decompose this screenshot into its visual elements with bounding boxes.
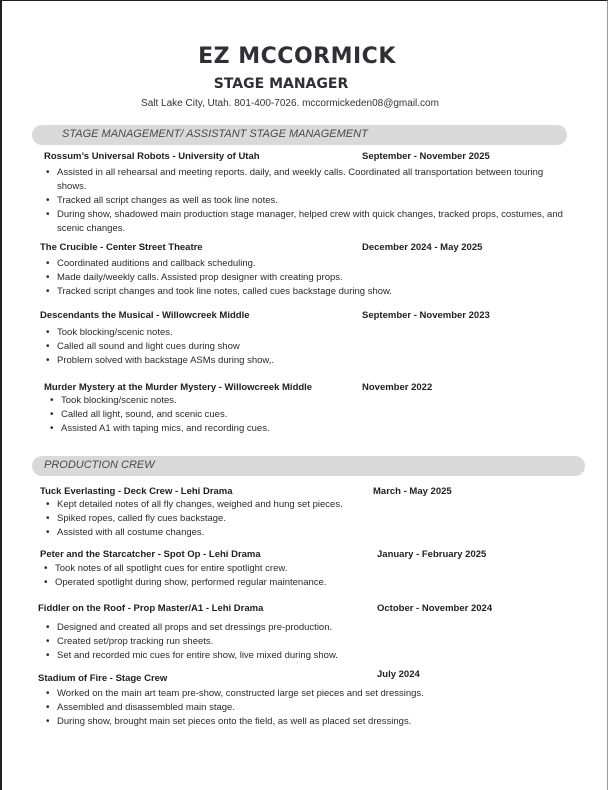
entry-dates: January - February 2025 bbox=[377, 549, 487, 560]
list-item: • Tracked all script changes as well as took line notes. bbox=[44, 194, 564, 208]
section-heading-label: STAGE MANAGEMENT/ ASSISTANT STAGE MANAGEMENT bbox=[62, 128, 368, 140]
entry-dates: December 2024 - May 2025 bbox=[362, 242, 483, 253]
job-title: STAGE MANAGER bbox=[213, 76, 349, 92]
entry-dates: September - November 2025 bbox=[362, 151, 490, 162]
list-item: • Designed and created all props and set dressings pre-production. bbox=[44, 621, 564, 635]
entry-bullets bbox=[42, 562, 562, 590]
entry-title: Descendants the Musical - Willowcreek Middle bbox=[40, 310, 250, 321]
list-item: • During show, brought main set pieces onto the field, as well as placed set dressings. bbox=[44, 715, 584, 729]
list-item: • Assisted with all costume changes. bbox=[44, 526, 564, 540]
entry-title: The Crucible - Center Street Theatre bbox=[40, 242, 203, 253]
section-heading-production-crew bbox=[32, 456, 585, 476]
entry-bullets bbox=[44, 257, 564, 299]
entry-title: Tuck Everlasting - Deck Crew - Lehi Drama bbox=[40, 486, 233, 497]
candidate-name: EZ MCCORMICK bbox=[198, 44, 396, 69]
list-item: • Called all light, sound, and scenic cues. bbox=[48, 408, 568, 422]
entry-dates: July 2024 bbox=[377, 669, 420, 680]
entry-bullets bbox=[44, 166, 564, 236]
list-item: • Set and recorded mic cues for entire show, live mixed during show. bbox=[44, 649, 564, 663]
entry-title: Fiddler on the Roof - Prop Master/A1 - Lehi Drama bbox=[38, 603, 264, 614]
section-heading-label: PRODUCTION CREW bbox=[44, 459, 155, 471]
list-item: • Made daily/weekly calls. Assisted prop designer with creating props. bbox=[44, 271, 564, 285]
section-heading-stage-management bbox=[32, 125, 567, 145]
entry-title: Peter and the Starcatcher - Spot Op - Lehi Drama bbox=[40, 549, 261, 560]
entry-dates: September - November 2023 bbox=[362, 310, 490, 321]
list-item: • Took blocking/scenic notes. bbox=[48, 394, 568, 408]
list-item: • Took notes of all spotlight cues for entire spotlight crew. bbox=[42, 562, 562, 576]
list-item: • Assembled and disassembled main stage. bbox=[44, 701, 584, 715]
contact-line: Salt Lake City, Utah. 801-400-7026. mccormickeden08@gmail.com bbox=[141, 98, 439, 109]
list-item: • Problem solved with backstage ASMs during show,. bbox=[44, 354, 564, 368]
entry-title: Rossum’s Universal Robots - University of Utah bbox=[44, 151, 260, 162]
entry-title: Stadium of Fire - Stage Crew bbox=[38, 673, 168, 684]
entry-bullets bbox=[44, 687, 584, 729]
list-item: • Called all sound and light cues during show bbox=[44, 340, 564, 354]
list-item: • Assisted in all rehearsal and meeting reports. daily, and weekly calls. Coordinated all transportation between touring shows. bbox=[44, 166, 564, 194]
list-item: • During show, shadowed main production stage manager, helped crew with quick changes, tracked props, costumes, and scenic changes. bbox=[44, 208, 564, 236]
entry-dates: March - May 2025 bbox=[373, 486, 452, 497]
list-item: • Created set/prop tracking run sheets. bbox=[44, 635, 564, 649]
list-item: • Took blocking/scenic notes. bbox=[44, 326, 564, 340]
entry-dates: November 2022 bbox=[362, 382, 433, 393]
list-item: • Spiked ropes, called fly cues backstage. bbox=[44, 512, 564, 526]
entry-bullets bbox=[48, 394, 568, 436]
list-item: • Coordinated auditions and callback scheduling. bbox=[44, 257, 564, 271]
entry-bullets bbox=[44, 621, 564, 663]
entry-bullets bbox=[44, 498, 564, 540]
entry-bullets bbox=[44, 326, 564, 368]
list-item: • Kept detailed notes of all fly changes, weighed and hung set pieces. bbox=[44, 498, 564, 512]
list-item: • Assisted A1 with taping mics, and recording cues. bbox=[48, 422, 568, 436]
entry-title: Murder Mystery at the Murder Mystery - Willowcreek Middle bbox=[44, 382, 313, 393]
list-item: • Operated spotlight during show, performed regular maintenance. bbox=[42, 576, 562, 590]
list-item: • Tracked script changes and took line notes, called cues backstage during show. bbox=[44, 285, 564, 299]
list-item: • Worked on the main art team pre-show, constructed large set pieces and set dressings. bbox=[44, 687, 584, 701]
entry-dates: October - November 2024 bbox=[377, 603, 493, 614]
